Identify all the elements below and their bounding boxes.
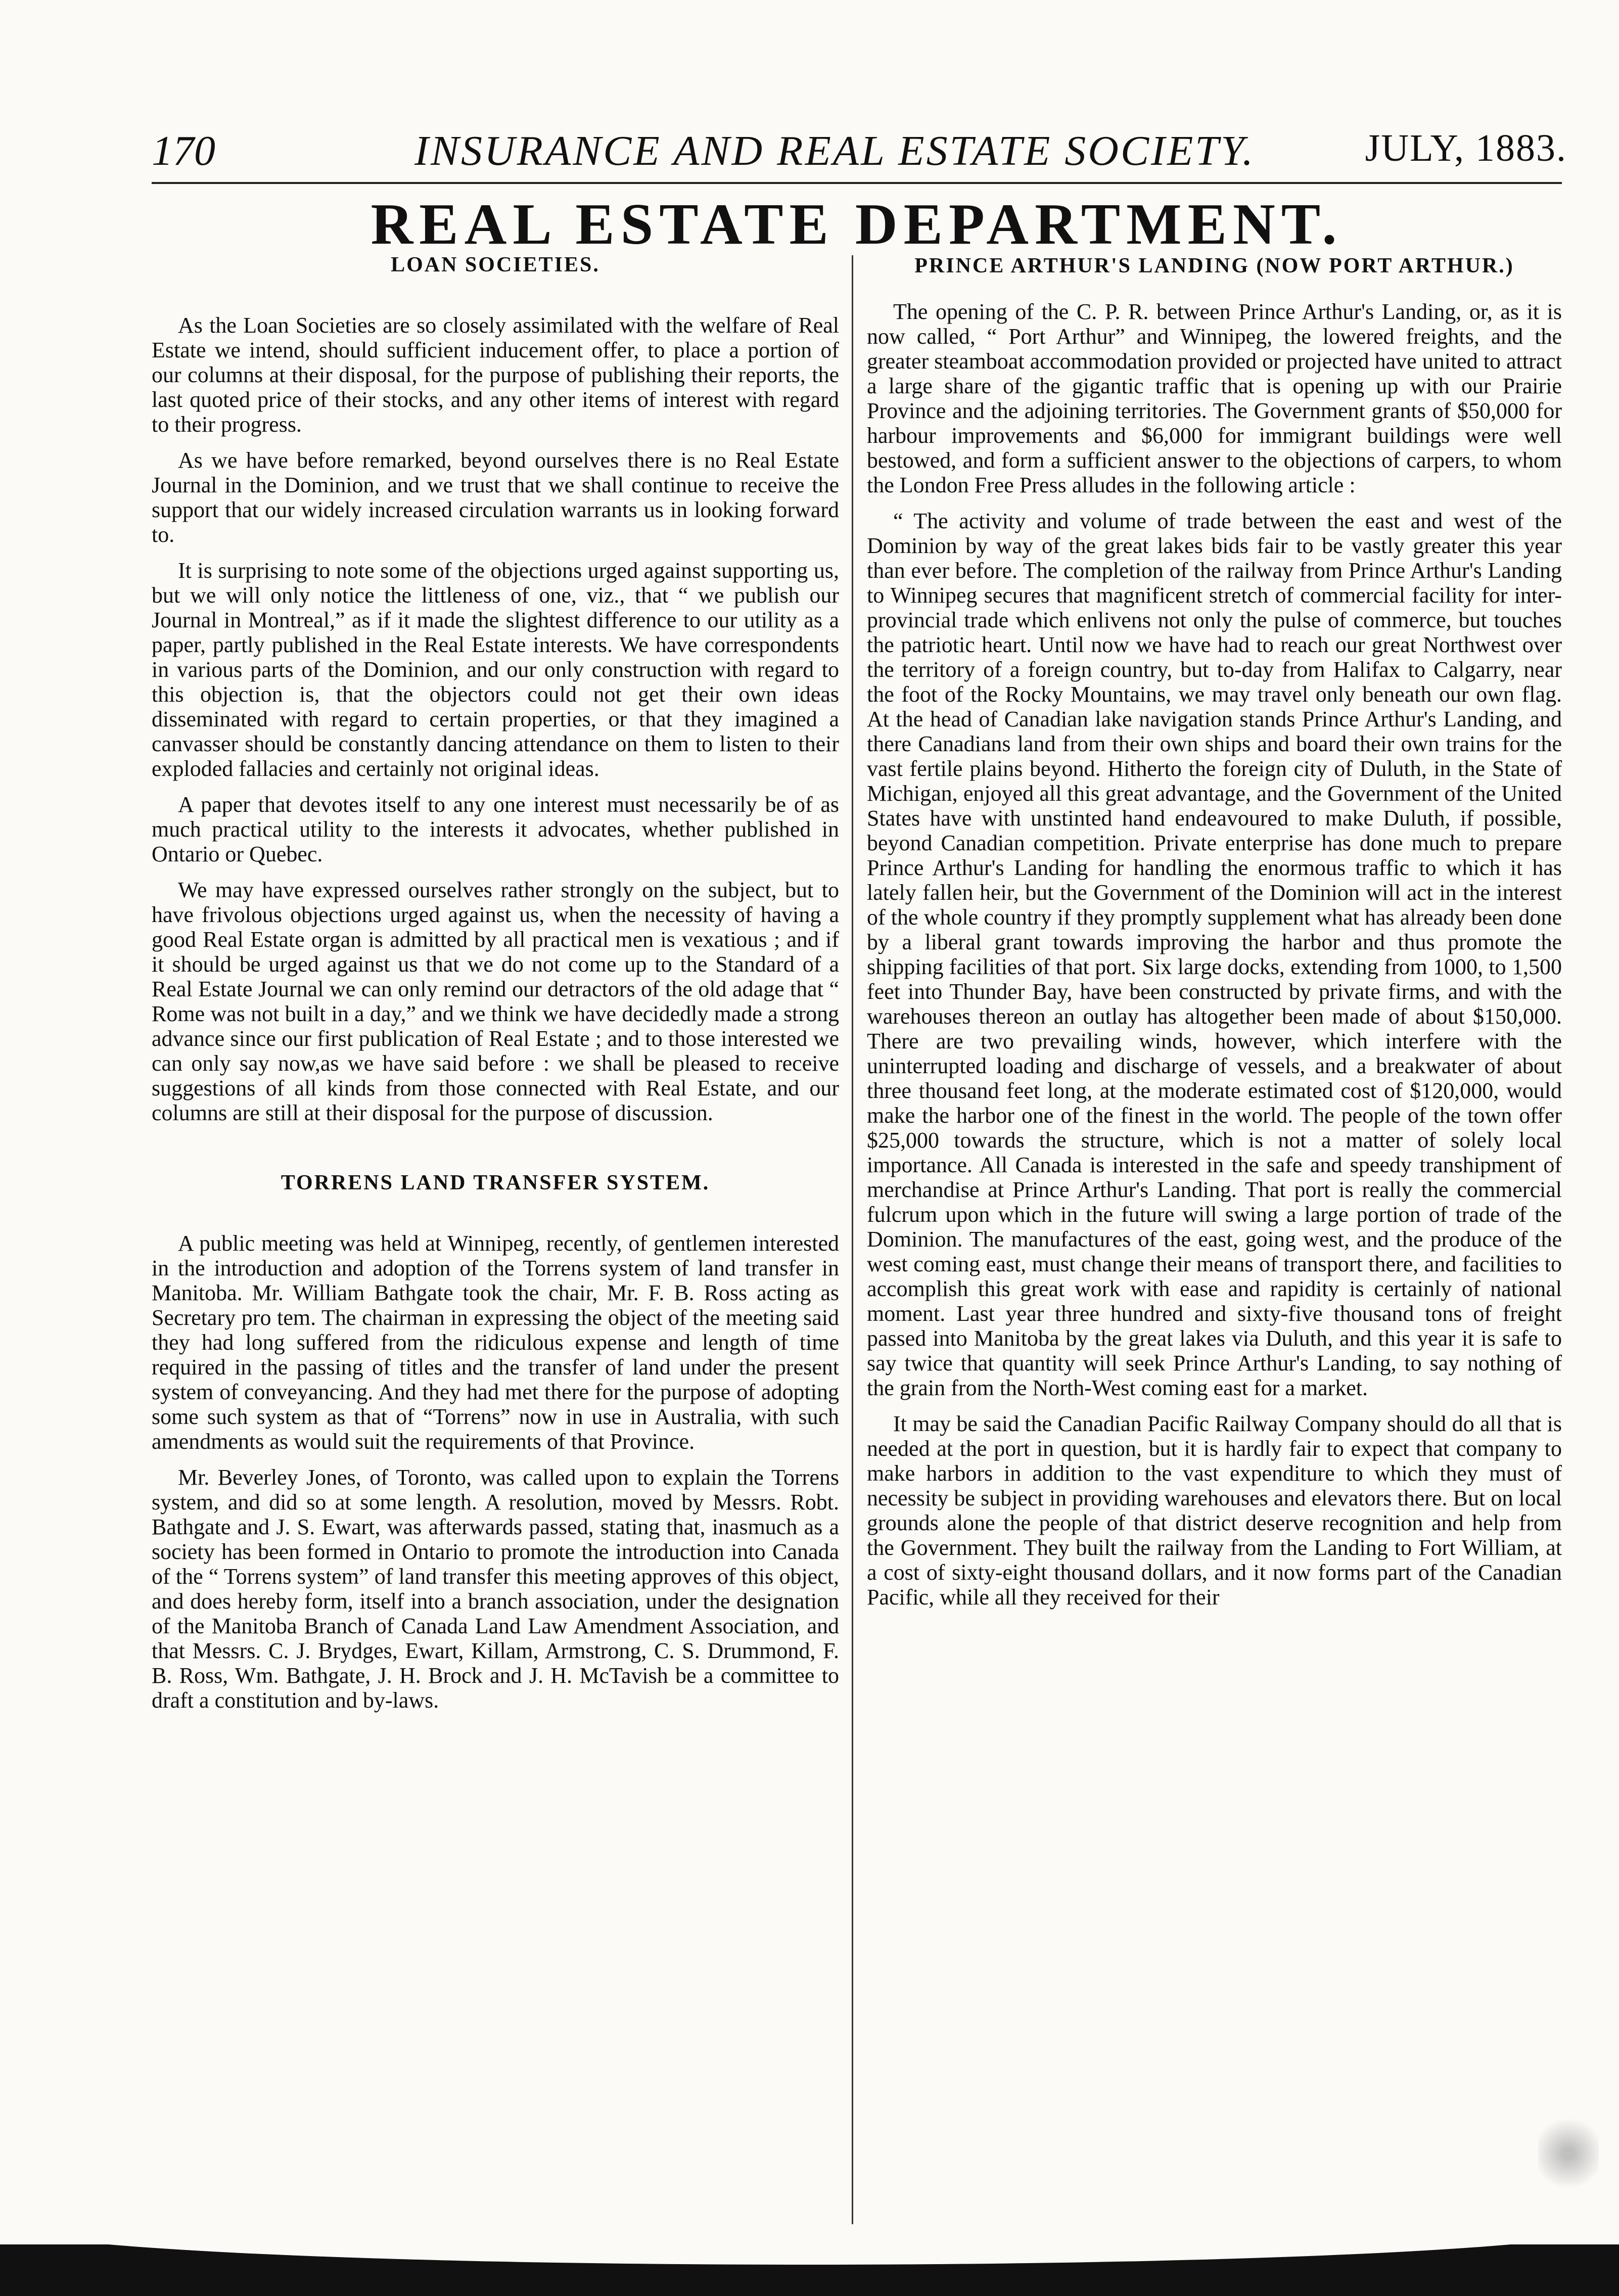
- page-number: 170: [152, 127, 215, 174]
- paragraph: The opening of the C. P. R. between Prince Arthur's Landing, or, as it is now called, “ Port Arthur” and Winnipeg, the lowered freights, and the greater steamboat accommodation provided or projected have united to attract a large share of the gigantic traffic that is opening up with our Prairie Province and the adjoining territories. The Government grants of $50,000 for harbour improvements and $6,000 for immigrant buildings were well bestowed, and form a sufficient answer to the objections of carpers, to whom the London Free Press alludes in the following article :: [867, 299, 1562, 497]
- department-banner: REAL ESTATE DEPARTMENT.: [371, 192, 1343, 257]
- issue-date: JULY, 1883.: [1365, 127, 1567, 169]
- prince-arthurs-landing-heading: PRINCE ARTHUR'S LANDING (NOW PORT ARTHUR.): [914, 254, 1514, 278]
- right-column: [867, 253, 1562, 1621]
- paragraph: As we have before remarked, beyond ourselves there is no Real Estate Journal in the Dominion, and we trust that we shall continue to receive the support that our widely increased circulation warrants us in looking forward to.: [152, 448, 839, 547]
- left-column: [152, 253, 839, 1724]
- header-rule: [152, 182, 1562, 184]
- loan-societies-heading: LOAN SOCIETIES.: [391, 253, 600, 277]
- column-divider: [852, 255, 853, 2272]
- paragraph: “ The activity and volume of trade between the east and west of the Dominion by way of the great lakes bids fair to be vastly greater this year than ever before. The completion of the railway from Prince Arthur's Landing to Winnipeg secures that magnificent stretch of commercial facility for inter-provincial trade which enlivens not only the pulse of commerce, but touches the patriotic heart. Until now we have had to reach our great Northwest over the territory of a foreign country, but to-day from Halifax to Calgarry, near the foot of the Rocky Mountains, we may travel only beneath our own flag. At the head of Canadian lake navigation stands Prince Arthur's Landing, and there Canadians land from their own ships and board their own trains for the vast fertile plains beyond. Hitherto the foreign city of Duluth, in the State of Michigan, enjoyed all this great advantage, and the Government of the United States have with unstinted hand endeavoured to make Duluth, if possible, beyond Canadian competition. Private enterprise has done much to prepare Prince Arthur's Landing for handling the enormous traffic to which it has lately fallen heir, but the Government of the Dominion will act in the interest of the whole country if they promptly supplement what has already been done by a liberal grant towards improving the harbor and thus promote the shipping facilities of that port. Six large docks, extending from 1000, to 1,500 feet into Thunder Bay, have been constructed by private firms, and with the warehouses thereon an outlay has altogether been made of about $150,000. There are two prevailing winds, however, which interfere with the uninterrupted loading and discharge of vessels, and a breakwater of about three thousand feet long, at the moderate estimated cost of $120,000, would make the harbor one of the finest in the world. The people of the town offer $25,000 towards the structure, which is not a matter of solely local importance. All Canada is interested in the safe and speedy transhipment of merchandise at Prince Arthur's Landing. That port is really the commercial fulcrum upon which in the future will swing a large portion of trade of the Dominion. The manufactures of the east, going west, and the produce of the west coming east, must change their means of transport there, and facilities to accomplish this great work with ease and rapidity is certainly of national moment. Last year three hundred and sixty-five thousand tons of freight passed into Manitoba by the great lakes via Duluth, and this year it is safe to say twice that quantity will seek Prince Arthur's Landing, to say nothing of the grain from the North-West coming east for a market.: [867, 509, 1562, 1400]
- paragraph: As the Loan Societies are so closely assimilated with the welfare of Real Estate we intend, should sufficient inducement offer, to place a portion of our columns at their disposal, for the purpose of publishing their reports, the last quoted price of their stocks, and any other items of interest with regard to their progress.: [152, 313, 839, 437]
- paragraph: Mr. Beverley Jones, of Toronto, was called upon to explain the Torrens system, and did so at some length. A resolution, moved by Messrs. Robt. Bathgate and J. S. Ewart, was afterwards passed, stating that, inasmuch as a society has been formed in Ontario to promote the introduction into Canada of the “ Torrens system” of land transfer this meeting approves of this object, and does hereby form, itself into a branch association, under the designation of the Manitoba Branch of Canada Land Law Amendment Association, and that Messrs. C. J. Brydges, Ewart, Killam, Armstrong, C. S. Drummond, F. B. Ross, Wm. Bathgate, J. H. Brock and J. H. McTavish be a committee to draft a constitution and by-laws.: [152, 1465, 839, 1713]
- paragraph: A paper that devotes itself to any one interest must necessarily be of as much practical utility to the interests it advocates, whether published in Ontario or Quebec.: [152, 792, 839, 866]
- torrens-heading: TORRENS LAND TRANSFER SYSTEM.: [281, 1171, 710, 1195]
- paragraph: We may have expressed ourselves rather strongly on the subject, but to have frivolous objections urged against us, when the necessity of having a good Real Estate organ is admitted by all practical men is vexatious ; and if it should be urged against us that we do not come up to the Standard of a Real Estate Journal we can only remind our detractors of the old adage that “ Rome was not built in a day,” and we think we have decidedly made a strong advance since our first publication of Real Estate ; and to those interested we can only say now,as we have said before : we shall be pleased to receive suggestions of all kinds from those connected with Real Estate, and our columns are still at their disposal for the purpose of discussion.: [152, 878, 839, 1125]
- running-header: [152, 126, 1567, 182]
- page-blemish: [1538, 2113, 1599, 2194]
- running-title: INSURANCE AND REAL ESTATE SOCIETY.: [414, 127, 1255, 174]
- paragraph: It is surprising to note some of the objections urged against supporting us, but we will only notice the littleness of one, viz., that “ we publish our Journal in Montreal,” as if it made the slightest difference to our utility as a paper, partly published in the Real Estate interests. We have correspondents in various parts of the Dominion, and our only construction with regard to this objection is, that the objectors could not get their own ideas disseminated with regard to certain properties, or that they imagined a canvasser should be constantly dancing attendance on them to listen to their exploded fallacies and certainly not original ideas.: [152, 558, 839, 781]
- paragraph: It may be said the Canadian Pacific Railway Company should do all that is needed at the port in question, but it is hardly fair to expect that company to make harbors in addition to the vast expenditure to which they must of necessity be subject in providing warehouses and elevators there. But on local grounds alone the people of that district deserve recognition and help from the Government. They built the railway from the Landing to Fort William, at a cost of sixty-eight thousand dollars, and it now forms part of the Canadian Pacific, while all they received for their: [867, 1411, 1562, 1610]
- paragraph: A public meeting was held at Winnipeg, recently, of gentlemen interested in the introduction and adoption of the Torrens system of land transfer in Manitoba. Mr. William Bathgate took the chair, Mr. F. B. Ross acting as Secretary pro tem. The chairman in expressing the object of the meeting said they had long suffered from the ridiculous expense and length of time required in the passing of titles and the transfer of land under the present system of conveyancing. And they had met there for the purpose of adopting some such system as that of “Torrens” now in use in Australia, with such amendments as would suit the requirements of that Province.: [152, 1231, 839, 1454]
